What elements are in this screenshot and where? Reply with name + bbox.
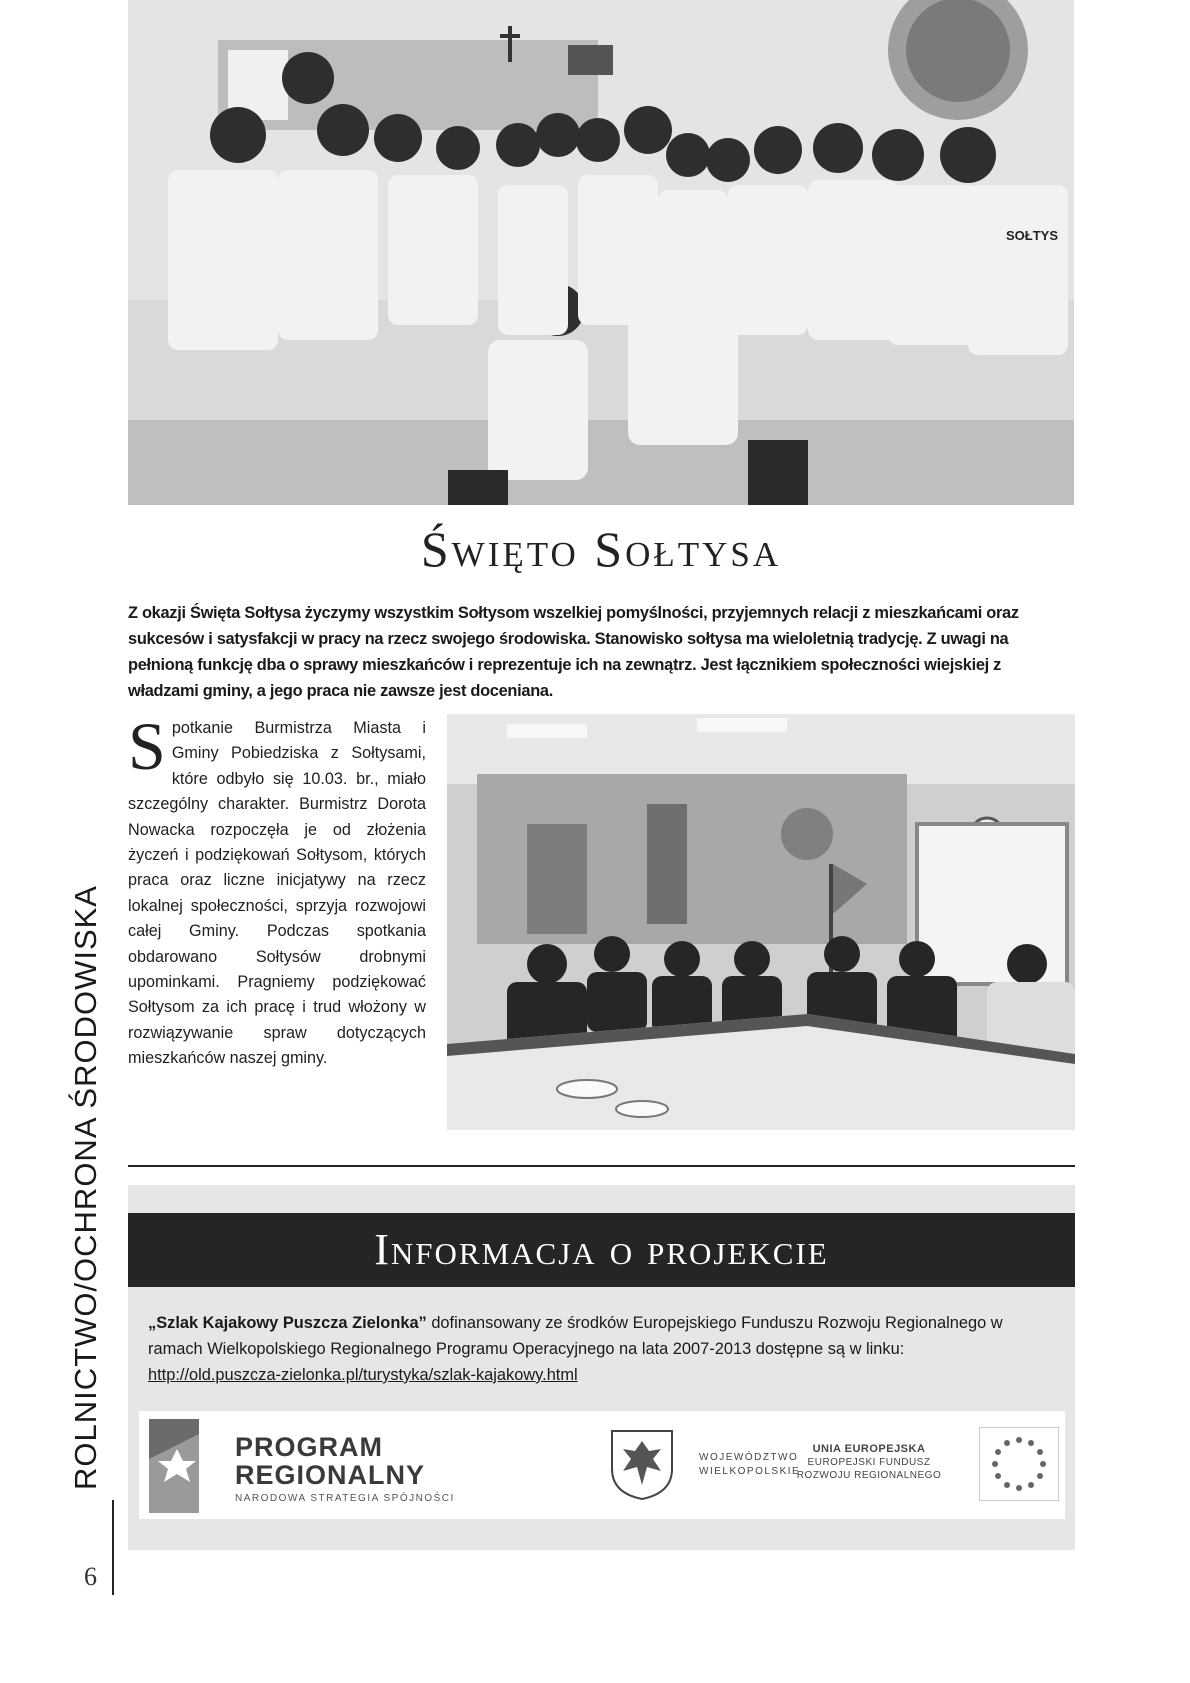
eu-line-1: UNIA EUROPEJSKA <box>812 1443 926 1455</box>
project-link[interactable]: http://old.puszcza-zielonka.pl/turystyka/szlak-kajakowy.html <box>148 1366 578 1384</box>
article-lead: Z okazji Święta Sołtysa życzymy wszystkim Sołtysom wszelkiej pomyślności, przyjemnych relacji z mieszkańcami oraz sukcesów i satysfakcji w pracy na rzecz swojego środowiska. Stanowisko sołtysa ma wieloletnią tradycję. Z uwagi na pełnioną funkcję dba o sprawy mieszkańców i reprezentuje ich na zewnątrz. Jest łącznikiem społeczności wiejskiej z władzami gminy, a jego praca nie zawsze jest doceniana. <box>128 604 1019 700</box>
wielkopolska-coat-of-arms-icon <box>607 1427 677 1501</box>
section-label: ROLNICTWO/OCHRONA ŚRODOWISKA <box>68 885 103 1490</box>
wlkp-line-1: WOJEWÓDZTWO <box>699 1452 799 1463</box>
eu-line-2: EUROPEJSKI FUNDUSZ <box>807 1457 931 1468</box>
project-name: „Szlak Kajakowy Puszcza Zielonka” <box>148 1314 427 1332</box>
group-photo <box>128 0 1074 505</box>
logos-strip <box>139 1411 1065 1519</box>
program-line-1: PROGRAM <box>235 1432 383 1462</box>
eu-flag-icon <box>979 1427 1059 1501</box>
info-text <box>148 1310 1048 1388</box>
drop-cap: S <box>128 708 166 784</box>
wlkp-line-2: WIELKOPOLSKIE <box>699 1466 801 1477</box>
section-divider <box>128 1165 1075 1167</box>
page-number-divider <box>112 1500 114 1595</box>
eu-line-3: ROZWOJU REGIONALNEGO <box>796 1470 942 1481</box>
article-body-text: potkanie Burmistrza Miasta i Gminy Pobiedziska z Sołtysami, które odbyło się 10.03. br., miało szczególny charakter. Burmistrz Dorota Nowacka rozpoczęła je od złożenia życzeń i podziękowań Sołtysom, których praca oraz liczne inicjatywy na rzecz lokalnej społeczności, sprzyja rozwojowi całej Gminy. Podczas spotkania obdarowano Sołtysów drobnymi upominkami. Pragniemy podziękować Sołtysom za ich pracę i trud włożony w rozwiązywanie spraw dotyczących mieszkańców naszej gminy. <box>128 719 426 1068</box>
page-number: 6 <box>84 1562 97 1591</box>
article-title: Święto Sołtysa <box>420 521 782 577</box>
article-body <box>128 708 426 1072</box>
eu-text <box>769 1443 969 1482</box>
program-line-2: REGIONALNY <box>235 1460 426 1490</box>
vest-label: SOŁTYS <box>1006 228 1059 243</box>
program-regionalny-text <box>235 1433 455 1504</box>
info-heading: Informacja o projekcie <box>128 1213 1075 1287</box>
program-regionalny-logo-icon <box>139 1419 229 1513</box>
meeting-photo <box>447 714 1075 1130</box>
program-line-3: NARODOWA STRATEGIA SPÓJNOŚCI <box>235 1493 455 1504</box>
project-description: dofinansowany ze środków Europejskiego Funduszu Rozwoju Regionalnego w ramach Wielkopolskiego Regionalnego Programu Operacyjnego na lata 2007-2013 dostępne są w linku: <box>148 1314 1003 1358</box>
